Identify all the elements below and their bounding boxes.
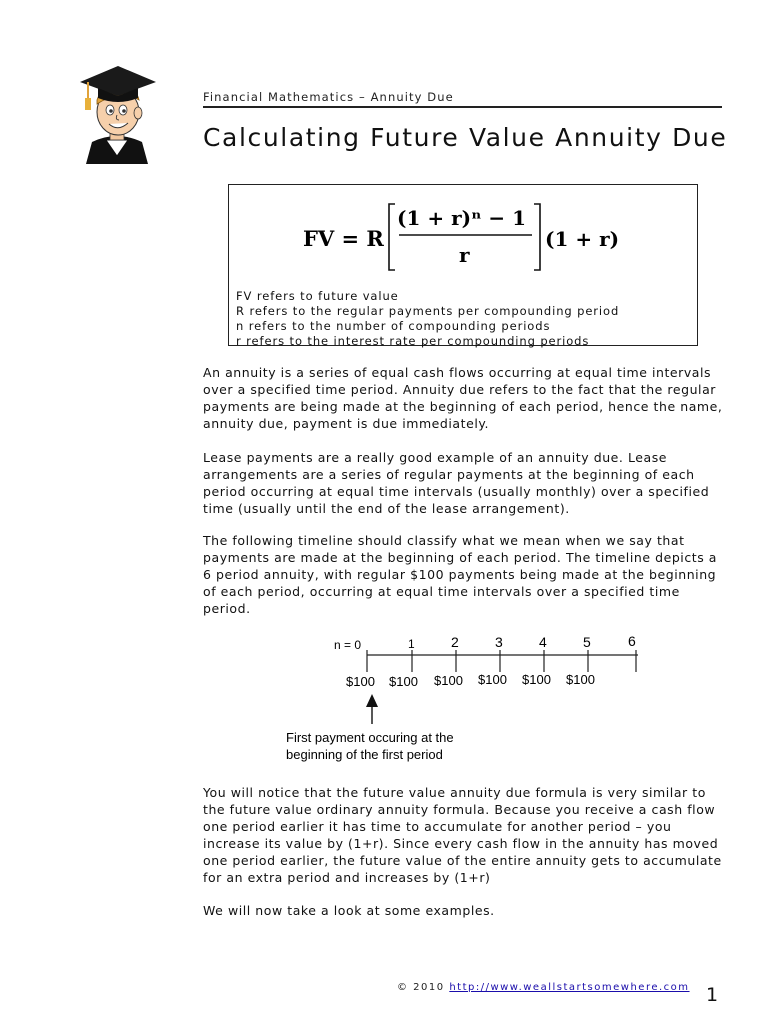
definition-r-payments: R refers to the regular payments per compounding period (236, 304, 620, 318)
formula-equation (229, 185, 697, 285)
header-divider (203, 106, 722, 108)
graduate-mascot-icon (76, 60, 158, 165)
payment-label: $100 (522, 672, 551, 687)
website-link[interactable]: http://www.weallstartsomewhere.com (449, 982, 690, 993)
formula-box (228, 184, 698, 346)
period-label-4: 4 (539, 634, 547, 650)
timeline-diagram (286, 628, 656, 768)
payment-label: $100 (346, 674, 375, 689)
page-number: 1 (706, 984, 719, 1006)
period-label-3: 3 (495, 634, 503, 650)
paragraph-examples-intro: We will now take a look at some examples. (203, 903, 495, 918)
definition-fv: FV refers to future value (236, 289, 399, 303)
definition-r-rate: r refers to the interest rate per compounding periods (236, 334, 590, 348)
payment-label: $100 (478, 672, 507, 687)
period-label-6: 6 (628, 633, 636, 649)
period-label-5: 5 (583, 634, 591, 650)
running-header: Financial Mathematics – Annuity Due (203, 90, 454, 104)
definition-n: n refers to the number of compounding periods (236, 319, 551, 333)
formula-definitions (236, 289, 619, 349)
period-label-0: n = 0 (334, 638, 362, 652)
formula-lhs: FV = R (303, 226, 384, 251)
payment-label: $100 (434, 673, 463, 688)
page-title: Calculating Future Value Annuity Due (203, 123, 728, 152)
arrow-up-icon (366, 694, 378, 724)
paragraph-lease-example: Lease payments are a really good example of an annuity due. Lease arrangements are a series of regular payments at the beginning of each period occurring at equal time intervals (usually monthly) over a specified time (usually until the end of the lease arrangement). (203, 450, 710, 516)
payment-label: $100 (566, 672, 595, 687)
paragraph-timeline-intro: The following timeline should classify what we mean when we say that payments are made at the beginning of each period. The timeline depicts a 6 period annuity, with regular $100 payments being made at the beginning of each period, occurring at equal time intervals over a specified time period. (203, 533, 717, 616)
period-label-1: 1 (408, 637, 415, 651)
timeline-caption-line1: First payment occuring at the (286, 730, 454, 745)
copyright-text: © 2010 (397, 982, 450, 993)
formula-denominator: r (459, 243, 470, 267)
formula-numerator: (1 + r)ⁿ − 1 (397, 206, 527, 230)
timeline-ticks (367, 650, 636, 672)
footer (397, 982, 690, 993)
formula-rhs: (1 + r) (545, 227, 620, 251)
payment-label: $100 (389, 674, 418, 689)
paragraph-formula-comparison: You will notice that the future value annuity due formula is very similar to the future value ordinary annuity formula. Because you receive a cash flow one period earlier it has time to accumulate for another period – you increase its value by (1+r). Since every cash flow in the annuity has moved one period earlier, the future value of the entire annuity gets to accumulate for an extra period and increases by (1+r) (203, 785, 722, 885)
paragraph-annuity-definition: An annuity is a series of equal cash flows occurring at equal time intervals over a specified time period. Annuity due refers to the fact that the regular payments are being made at the beginning of each period, hence the name, annuity due, payment is due immediately. (203, 365, 723, 431)
period-label-2: 2 (451, 634, 459, 650)
timeline-caption-line2: beginning of the first period (286, 747, 443, 762)
